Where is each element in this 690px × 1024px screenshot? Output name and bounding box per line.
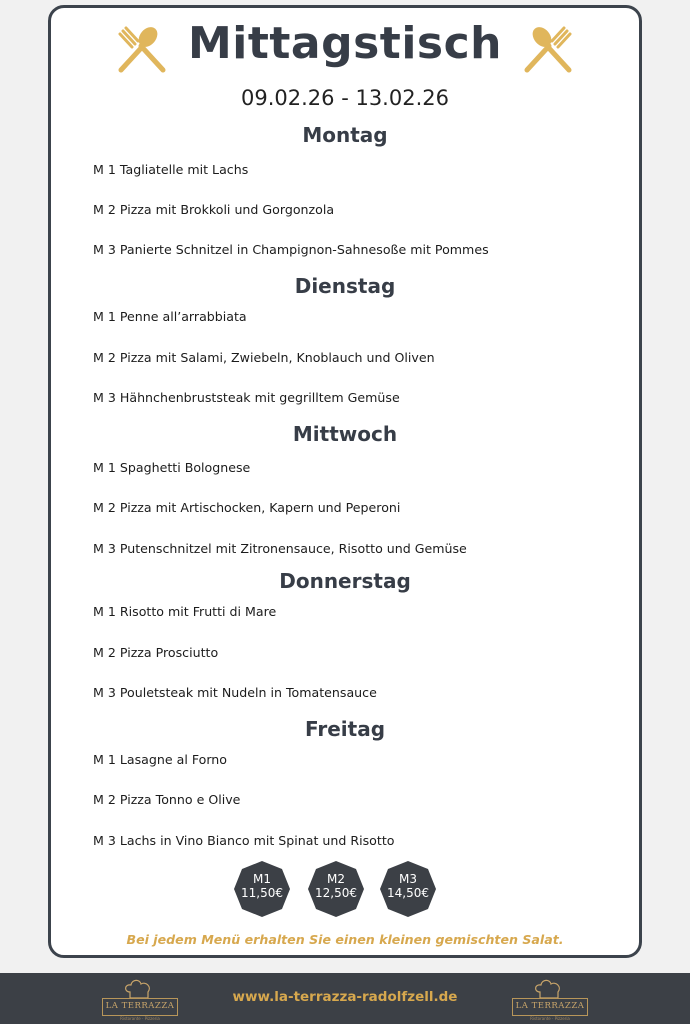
menu-item: M 3 Lachs in Vino Bianco mit Spinat und Risotto <box>93 833 395 848</box>
menu-item: M 2 Pizza mit Brokkoli und Gorgonzola <box>93 202 335 217</box>
menu-item: M 1 Tagliatelle mit Lachs <box>93 162 249 177</box>
date-range: 09.02.26 - 13.02.26 <box>241 86 449 110</box>
restaurant-logo <box>510 978 590 1022</box>
logo-subtext: Ristorante · Pizzeria <box>530 1016 570 1021</box>
price-badge-label: M2 <box>327 872 345 886</box>
day-heading-freitag: Freitag <box>304 717 386 741</box>
menu-item: M 1 Penne all’arrabbiata <box>93 309 247 324</box>
price-badges <box>51 860 639 920</box>
website-link[interactable]: www.la-terrazza-radolfzell.de <box>232 989 458 1005</box>
menu-item: M 2 Pizza Tonno e Olive <box>93 792 241 807</box>
menu-item: M 2 Pizza mit Artischocken, Kapern und Peperoni <box>93 500 401 515</box>
price-badge-value: 12,50€ <box>315 886 357 900</box>
footer-bar <box>0 973 690 1024</box>
menu-item: M 3 Putenschnitzel mit Zitronensauce, Risotto und Gemüse <box>93 541 467 556</box>
chef-hat-icon <box>510 978 590 1000</box>
menu-item: M 2 Pizza Prosciutto <box>93 645 219 660</box>
logo-subtext: Ristorante · Pizzeria <box>120 1016 160 1021</box>
salad-note: Bei jedem Menü erhalten Sie einen kleinen gemischten Salat. <box>126 932 564 947</box>
day-heading-mittwoch: Mittwoch <box>292 422 398 446</box>
price-badge-m3 <box>379 860 437 918</box>
menu-item: M 3 Hähnchenbruststeak mit gegrilltem Gemüse <box>93 390 400 405</box>
day-heading-donnerstag: Donnerstag <box>279 569 411 593</box>
menu-item: M 2 Pizza mit Salami, Zwiebeln, Knoblauch und Oliven <box>93 350 435 365</box>
menu-item: M 1 Lasagne al Forno <box>93 752 227 767</box>
day-heading-montag: Montag <box>302 123 388 147</box>
price-badge-label: M1 <box>253 872 271 886</box>
menu-item: M 3 Panierte Schnitzel in Champignon-Sahnesoße mit Pommes <box>93 242 489 257</box>
page-title: Mittagstisch <box>187 18 503 69</box>
day-heading-dienstag: Dienstag <box>294 274 396 298</box>
price-badge-value: 11,50€ <box>241 886 283 900</box>
price-badge-m1 <box>233 860 291 918</box>
price-badge-m2 <box>307 860 365 918</box>
menu-item: M 3 Pouletsteak mit Nudeln in Tomatensauce <box>93 685 377 700</box>
logo-text: LA TERRAZZA <box>515 1001 585 1011</box>
menu-item: M 1 Spaghetti Bolognese <box>93 460 251 475</box>
menu-card <box>48 5 642 958</box>
spoon-fork-icon <box>519 20 577 78</box>
menu-item: M 1 Risotto mit Frutti di Mare <box>93 604 277 619</box>
price-badge-label: M3 <box>399 872 417 886</box>
price-badge-value: 14,50€ <box>387 886 429 900</box>
logo-text: LA TERRAZZA <box>105 1001 175 1011</box>
